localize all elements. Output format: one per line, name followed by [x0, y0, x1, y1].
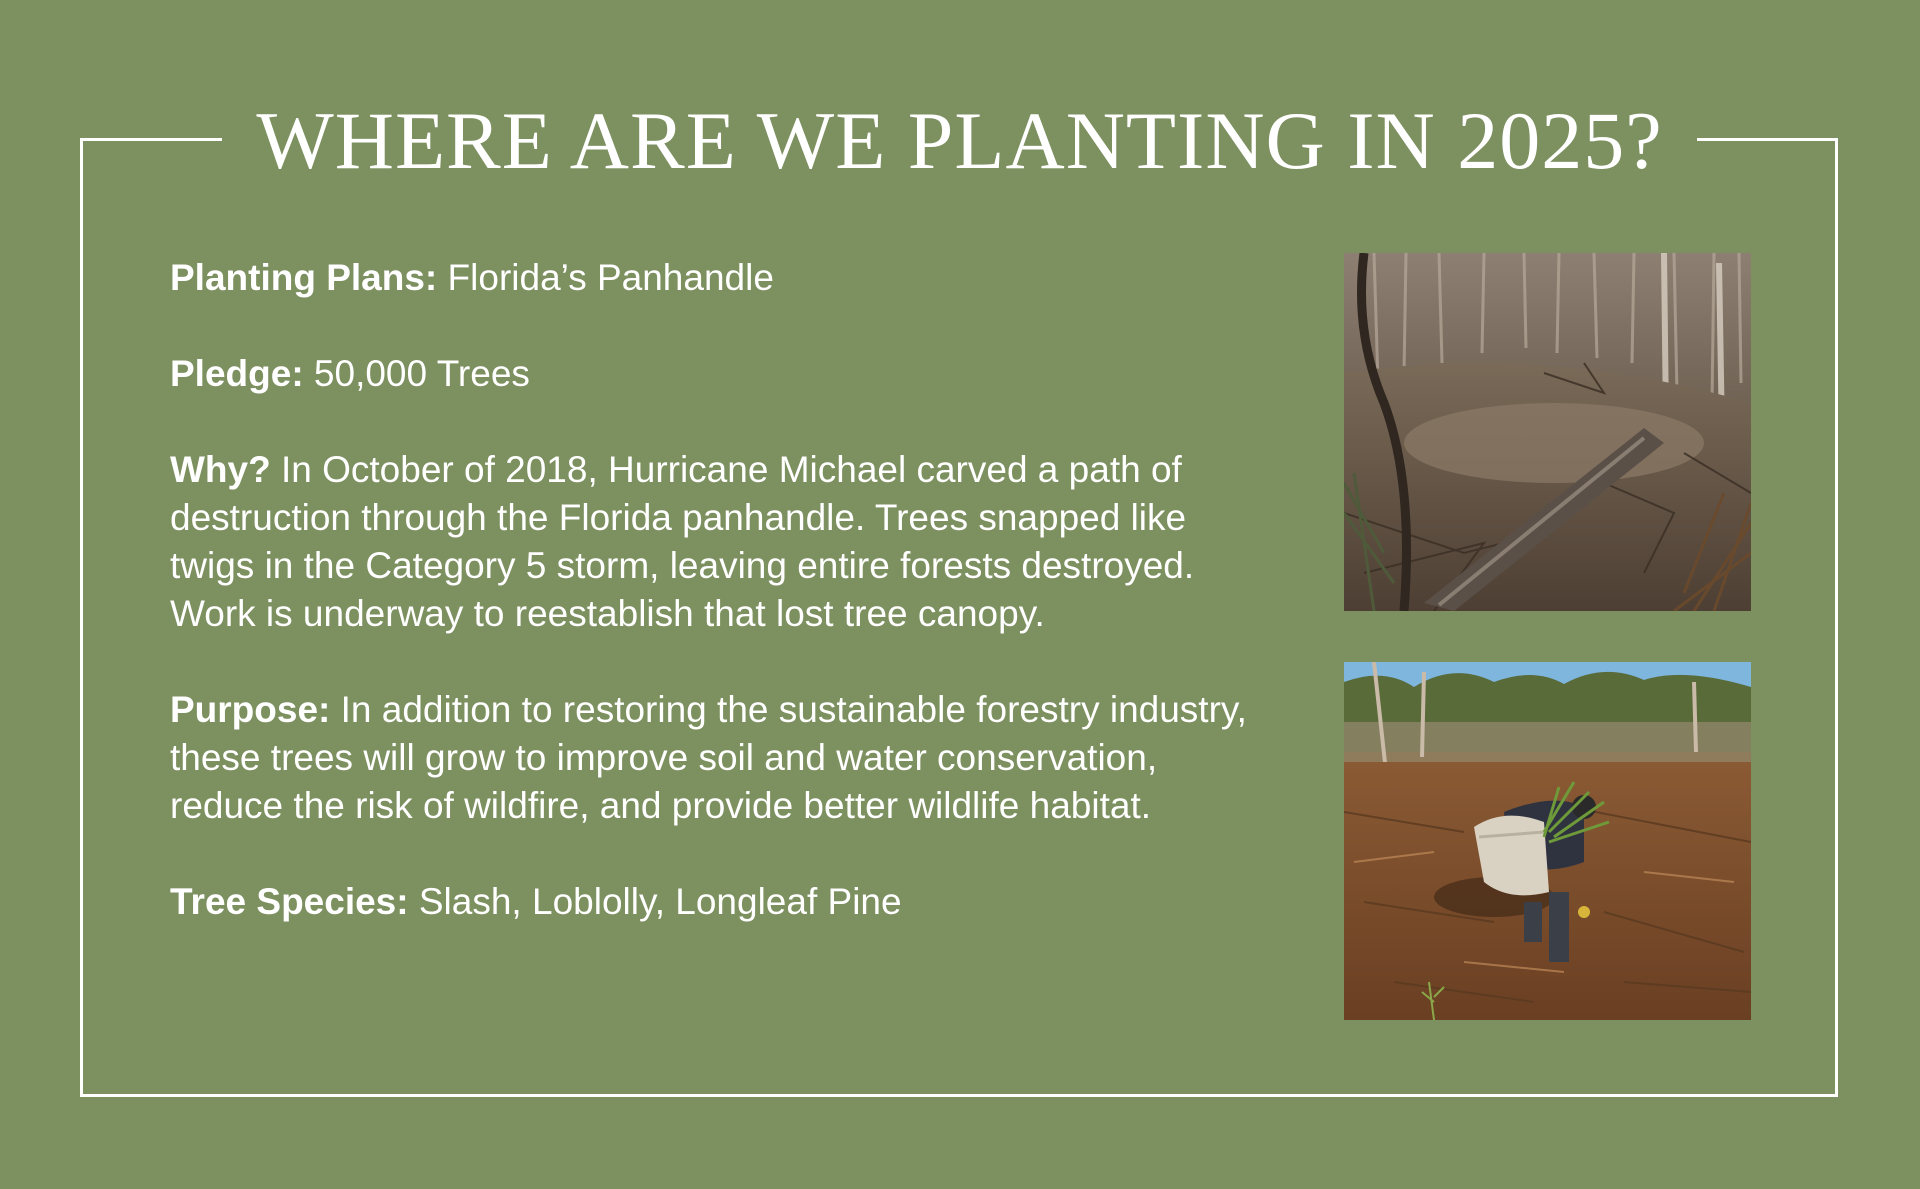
planting-plans-value: Florida’s Panhandle — [447, 257, 774, 298]
tree-species-label: Tree Species: — [170, 881, 409, 922]
tree-species-paragraph — [170, 878, 1250, 926]
tree-planting-photo — [1344, 662, 1751, 1020]
planting-plans-label: Planting Plans: — [170, 257, 438, 298]
hurricane-damage-photo — [1344, 253, 1751, 611]
purpose-paragraph — [170, 686, 1250, 830]
purpose-text: In addition to restoring the sustainable forestry industry, these trees will grow to improve soil and water conservation, reduce the risk of wildfire, and provide better wildlife habitat. — [170, 689, 1247, 826]
tree-species-value: Slash, Loblolly, Longleaf Pine — [418, 881, 902, 922]
pledge-paragraph — [170, 350, 1250, 398]
why-paragraph — [170, 446, 1250, 638]
purpose-label: Purpose: — [170, 689, 331, 730]
why-text: In October of 2018, Hurricane Michael carved a path of destruction through the Florida panhandle. Trees snapped like twigs in the Category 5 storm, leaving entire forests destroyed. Work is underway to reestablish that lost tree canopy. — [170, 449, 1195, 634]
pledge-value: 50,000 Trees — [313, 353, 530, 394]
info-text-block — [170, 254, 1250, 926]
pledge-label: Pledge: — [170, 353, 304, 394]
page-title: WHERE ARE WE PLANTING IN 2025? — [256, 95, 1663, 186]
planting-plans-paragraph — [170, 254, 1250, 302]
why-label: Why? — [170, 449, 271, 490]
